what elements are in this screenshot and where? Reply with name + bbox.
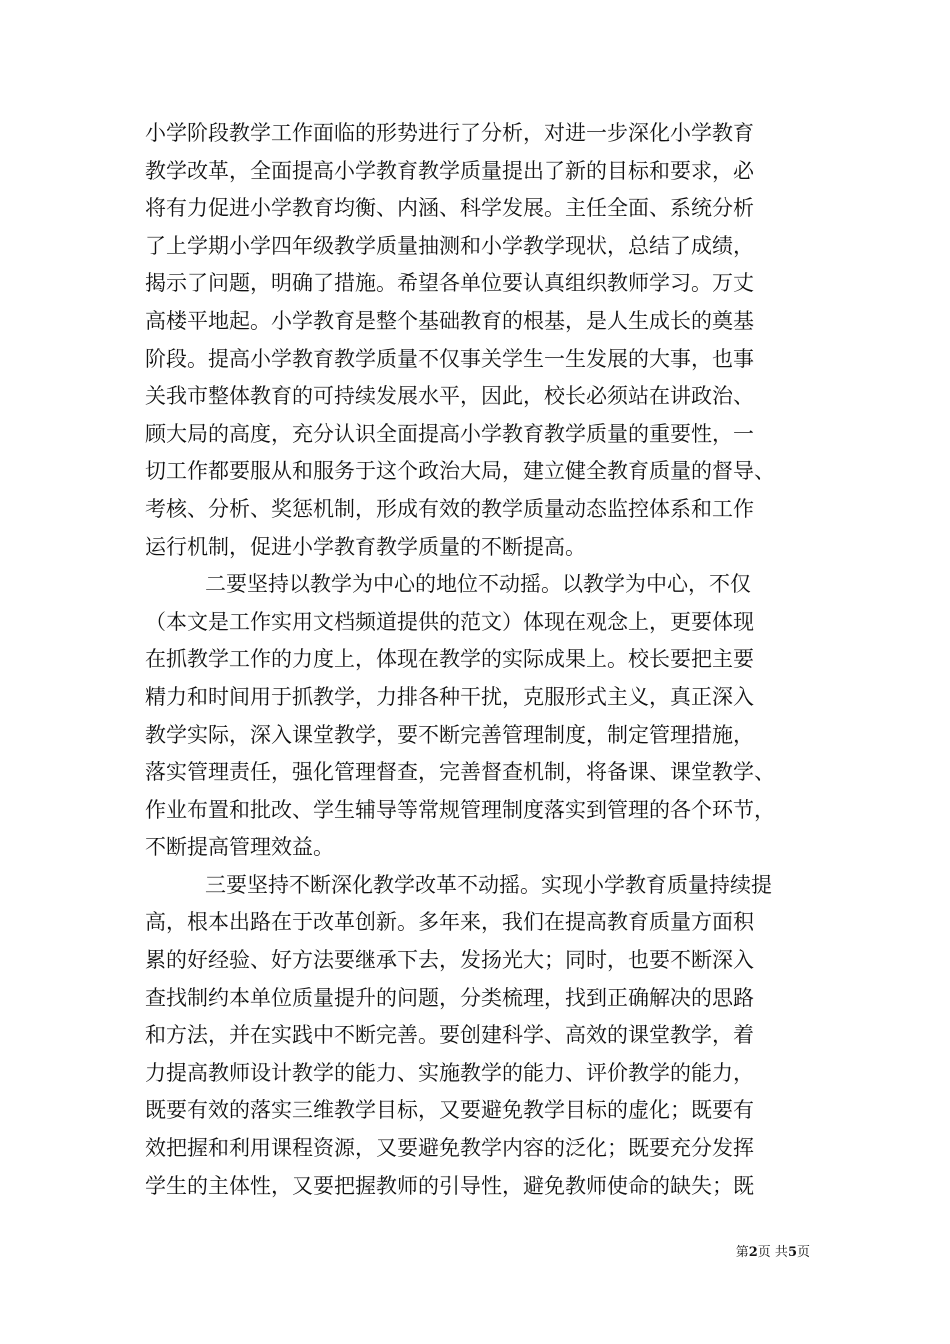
text-line: 不断提高管理效益。 [145, 835, 334, 860]
text-line: 考核、分析、奖惩机制，形成有效的教学质量动态监控体系和工作 [145, 496, 754, 521]
text-line: 高楼平地起。小学教育是整个基础教育的根基，是人生成长的奠基 [145, 308, 754, 333]
page-number-prefix: 第 [735, 1245, 749, 1260]
paragraph-p3 [145, 867, 810, 1205]
text-line: 查找制约本单位质量提升的问题，分类梳理，找到正确解决的思路 [145, 985, 754, 1010]
text-line: 揭示了问题，明确了措施。希望各单位要认真组织教师学习。万丈 [145, 271, 754, 296]
text-line: 运行机制，促进小学教育教学质量的不断提高。 [145, 534, 586, 559]
text-line: 阶段。提高小学教育教学质量不仅事关学生一生发展的大事，也事 [145, 346, 754, 371]
text-line: 教学改革，全面提高小学教育教学质量提出了新的目标和要求，必 [145, 158, 754, 183]
body-text [145, 115, 810, 1205]
text-line: 既要有效的落实三维教学目标，又要避免教学目标的虚化；既要有 [145, 1098, 754, 1123]
text-line: 效把握和利用课程资源，又要避免教学内容的泛化；既要充分发挥 [145, 1136, 754, 1161]
text-line: 落实管理责任，强化管理督查，完善督查机制，将备课、课堂教学、 [145, 760, 775, 785]
text-line: 教学实际，深入课堂教学，要不断完善管理制度，制定管理措施， [145, 722, 754, 747]
text-line: 在抓教学工作的力度上，体现在教学的实际成果上。校长要把主要 [145, 647, 754, 672]
text-line: 关我市整体教育的可持续发展水平，因此，校长必须站在讲政治、 [145, 384, 754, 409]
page-number-middle: 页 共 [757, 1245, 788, 1260]
text-line: 和方法，并在实践中不断完善。要创建科学、高效的课堂教学，着 [145, 1023, 754, 1048]
text-line: 三要坚持不断深化教学改革不动摇。实现小学教育质量持续提 [205, 872, 772, 897]
text-line: 将有力促进小学教育均衡、内涵、科学发展。主任全面、系统分析 [145, 196, 754, 221]
text-line: 高，根本出路在于改革创新。多年来，我们在提高教育质量方面积 [145, 910, 754, 935]
page-number-suffix: 页 [796, 1245, 810, 1260]
text-line: 二要坚持以教学为中心的地位不动摇。以教学为中心，不仅 [205, 572, 751, 597]
paragraph-p1 [145, 115, 810, 566]
text-line: 了上学期小学四年级教学质量抽测和小学教学现状，总结了成绩， [145, 233, 754, 258]
text-line: 精力和时间用于抓教学，力排各种干扰，克服形式主义，真正深入 [145, 684, 754, 709]
text-line: 切工作都要服从和服务于这个政治大局，建立健全教育质量的督导、 [145, 459, 775, 484]
current-page-number: 2 [748, 1245, 758, 1260]
paragraph-p2 [145, 566, 810, 867]
text-line: 学生的主体性，又要把握教师的引导性，避免教师使命的缺失；既 [145, 1173, 754, 1198]
page-footer [690, 1244, 810, 1262]
text-line: 顾大局的高度，充分认识全面提高小学教育教学质量的重要性，一 [145, 421, 754, 446]
text-line: 作业布置和批改、学生辅导等常规管理制度落实到管理的各个环节， [145, 797, 775, 822]
text-line: 小学阶段教学工作面临的形势进行了分析，对进一步深化小学教育 [145, 121, 754, 145]
text-line: 力提高教师设计教学的能力、实施教学的能力、评价教学的能力， [145, 1060, 754, 1085]
text-line: （本文是工作实用文档频道提供的范文）体现在观念上，更要体现 [145, 609, 754, 634]
text-line: 累的好经验、好方法要继承下去，发扬光大；同时，也要不断深入 [145, 948, 754, 973]
total-page-count: 5 [787, 1245, 797, 1260]
